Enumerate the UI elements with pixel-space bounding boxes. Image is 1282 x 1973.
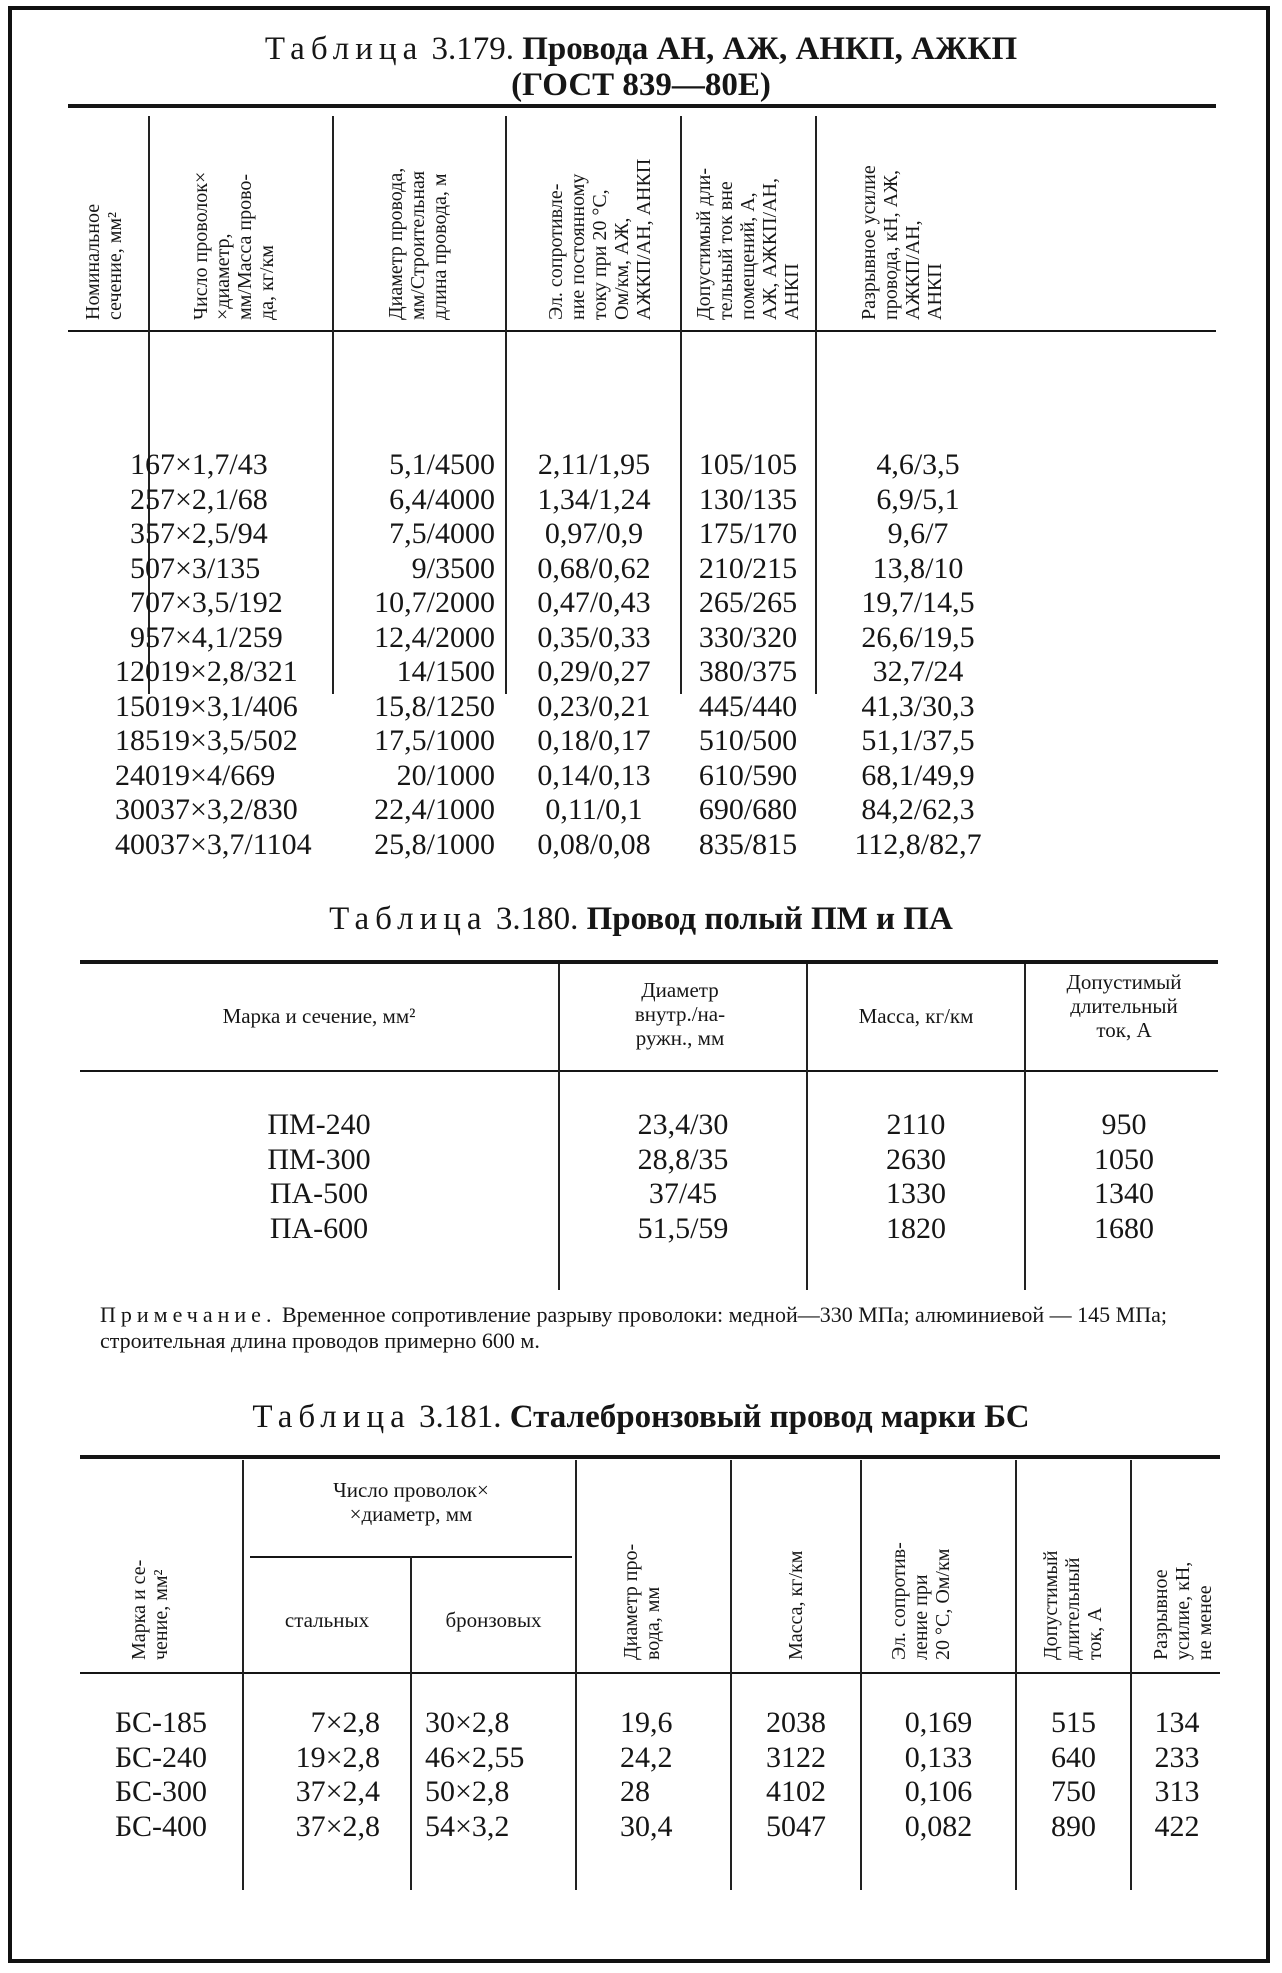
header-line: длина провода, м: [429, 173, 451, 320]
header-line: АЖ, АЖКП/АН,: [759, 178, 781, 320]
header-cell: [1040, 1551, 1106, 1660]
table-cell: 6,4/4000: [389, 482, 495, 516]
header-group-wires: [250, 1478, 572, 1526]
table-cell: 134: [1154, 1706, 1200, 1739]
table-cell: 10,7/2000: [374, 586, 495, 619]
header-line: Допустимый: [1040, 1550, 1062, 1660]
table-cell: 3122: [766, 1740, 826, 1774]
table-cell: 32,7/24: [872, 655, 964, 688]
table-cell: 7×3,5/192: [160, 586, 283, 619]
table-cell: 313: [1154, 1775, 1200, 1808]
table-cell: 2110: [886, 1108, 946, 1141]
table-cell: 9/3500: [411, 551, 495, 585]
table-title-line1: Провода АН, АЖ, АНКП, АЖКП: [522, 31, 1018, 67]
header-line: Марка и се-: [128, 1559, 150, 1660]
table-cell: 0,14/0,13: [537, 758, 651, 792]
table-cell: 0,169: [904, 1706, 973, 1739]
column-breaking: [1132, 1706, 1222, 1844]
table-cell: 240: [115, 758, 160, 792]
table-cell: 0,68/0,62: [537, 551, 651, 585]
table-cell: 95: [130, 620, 160, 654]
header-cell: [190, 172, 278, 320]
header-line: ×диаметр, мм: [349, 1502, 473, 1526]
table-cell: 19,7/14,5: [861, 586, 975, 619]
table-cell: 46×2,55: [425, 1740, 525, 1774]
table-cell: 750: [1051, 1775, 1096, 1808]
header-line: АНКП: [924, 263, 946, 320]
header-cell: Марка и сечение, мм²: [222, 1004, 416, 1028]
table-cell: 515: [1051, 1706, 1096, 1739]
table-cell: 37×3,7/1104: [160, 827, 312, 861]
table-cell: 1,34/1,24: [537, 482, 651, 516]
column-resistance: [862, 1706, 1015, 1844]
header-line: ×диаметр,: [212, 233, 234, 320]
header-line: Диаметр про-: [620, 1543, 642, 1660]
table-cell: 150: [115, 689, 160, 723]
table-cell: 7×2,8: [310, 1706, 380, 1739]
table-cell: 330/320: [698, 620, 798, 654]
header-line: Число проволок×: [190, 171, 212, 320]
table-cell: 0,106: [904, 1775, 973, 1808]
header-line: вода, мм: [642, 1586, 664, 1660]
table-cell: 185: [115, 724, 160, 757]
table-cell: 233: [1154, 1740, 1200, 1774]
header-cell-steel: стальных: [284, 1608, 370, 1632]
header-cell: [620, 1544, 664, 1660]
table-cell: 37×2,8: [295, 1809, 380, 1843]
table-cell: 5047: [766, 1809, 826, 1843]
header-cell: [545, 159, 655, 320]
header-cell: Масса, кг/км: [785, 1550, 807, 1660]
table-cell: 130/135: [698, 482, 798, 516]
header-line: Число проволок×: [333, 1478, 489, 1502]
table-cell: 26,6/19,5: [861, 620, 975, 654]
table-cell: 7×4,1/259: [160, 620, 283, 654]
table-cell: 7×2,1/68: [160, 482, 268, 516]
table-cell: 0,08/0,08: [537, 827, 651, 861]
header-cell: [128, 1560, 172, 1660]
table-cell: 610/590: [698, 758, 798, 792]
column-divider: [680, 116, 682, 694]
column-diameter-length: [335, 448, 495, 862]
header-cell: [385, 168, 451, 320]
table-cell: 0,47/0,43: [537, 586, 651, 619]
header-line: тельный ток вне: [715, 181, 737, 320]
header-line: мм/Масса прово-: [234, 173, 256, 320]
table-cell: 2630: [886, 1142, 946, 1176]
table-cell: 640: [1051, 1740, 1096, 1774]
table-cell: 0,29/0,27: [537, 655, 651, 688]
header-line: длительный: [1070, 994, 1178, 1018]
column-divider: [410, 1556, 412, 1890]
table-cell: 5,1/4500: [389, 448, 495, 481]
table-title: Сталебронзовый провод марки БС: [509, 1399, 1030, 1435]
table-cell: 37×2,4: [295, 1775, 380, 1808]
table-cell: 7×2,5/94: [160, 517, 268, 550]
header-line: ление при: [910, 1574, 932, 1660]
table-cell: ПА-500: [269, 1177, 369, 1210]
column-mass: [732, 1706, 860, 1844]
table-cell: 0,23/0,21: [537, 689, 651, 723]
table-prefix: Таблица: [252, 1399, 411, 1435]
table-cell: 30×2,8: [425, 1706, 510, 1739]
table-top-rule: [68, 104, 1216, 108]
table-cell: 12,4/2000: [374, 620, 495, 654]
table-cell: 2038: [766, 1706, 826, 1739]
table-cell: 0,97/0,9: [544, 517, 644, 550]
header-line: Диаметр: [641, 978, 719, 1002]
table-cell: 0,082: [904, 1809, 973, 1843]
table-cell: 41,3/30,3: [861, 689, 975, 723]
table-cell: 400: [115, 827, 160, 861]
table-cell: 690/680: [698, 793, 798, 826]
table-cell: 25,8/1000: [374, 827, 495, 861]
column-divider: [242, 1460, 244, 1890]
table-cell: 0,35/0,33: [537, 620, 651, 654]
column-nominal-section: [70, 448, 160, 862]
table-cell: 51,5/59: [637, 1211, 729, 1245]
table-cell: ПМ-300: [267, 1142, 371, 1176]
table-header-rule: [68, 330, 1216, 332]
table-cell: 1680: [1094, 1211, 1154, 1245]
column-current: [1026, 1108, 1222, 1246]
table-cell: 175/170: [698, 517, 798, 550]
table-cell: 19×2,8: [295, 1740, 380, 1774]
table-cell: 37/45: [648, 1177, 718, 1210]
table-cell: 445/440: [698, 689, 798, 723]
table-cell: 50: [130, 551, 160, 585]
column-wires-mass: [160, 448, 330, 862]
column-breaking-force: [818, 448, 1018, 862]
header-line: внутр./на-: [634, 1002, 726, 1026]
header-cell: [693, 168, 803, 320]
header-line: току при 20 °С,: [589, 189, 611, 320]
header-line: помещений, А,: [737, 192, 759, 320]
table-cell: 1050: [1094, 1142, 1154, 1176]
header-line: ние постоянному: [567, 173, 589, 320]
table-cell: 15,8/1250: [374, 689, 495, 723]
table-cell: 35: [130, 517, 160, 550]
table-cell: 0,18/0,17: [537, 724, 651, 757]
header-line: усилие, кН,: [1172, 1561, 1194, 1660]
table-cell: 7×3/135: [160, 551, 261, 585]
table-cell: 6,9/5,1: [876, 482, 960, 516]
table-cell: 17,5/1000: [374, 724, 495, 757]
table-cell: 23,4/30: [637, 1108, 729, 1141]
table-cell: 4102: [766, 1775, 826, 1808]
table-cell: 9,6/7: [887, 517, 949, 550]
column-resistance: [510, 448, 678, 862]
table-cell: 19×4/669: [160, 758, 276, 792]
header-cell: Масса, кг/км: [858, 1004, 974, 1028]
header-line: Разрывное: [1150, 1569, 1172, 1660]
header-line: чение, мм²: [150, 1569, 172, 1660]
table-cell: 13,8/10: [872, 551, 964, 585]
table-cell: 37×3,2/830: [160, 793, 298, 826]
column-current: [1017, 1706, 1130, 1844]
header-line: ток, А: [1096, 1018, 1152, 1042]
table-3-179-title: [0, 30, 1282, 68]
header-cell: [888, 1542, 954, 1660]
column-mark: [80, 1706, 242, 1844]
table-cell: 7×1,7/43: [160, 448, 268, 481]
table-cell: 265/265: [698, 586, 798, 619]
table-cell: 510/500: [698, 724, 798, 757]
column-divider: [505, 116, 507, 694]
header-cell: [1150, 1562, 1216, 1660]
table-cell: 7,5/4000: [389, 517, 495, 550]
header-line: длительный: [1062, 1557, 1084, 1660]
table-cell: 0,11/0,1: [545, 793, 643, 826]
table-note: [100, 1302, 1235, 1354]
table-cell: 1820: [886, 1211, 946, 1245]
column-bronze: [425, 1706, 575, 1844]
header-line: Эл. сопротив-: [888, 1542, 910, 1660]
table-number: 3.179.: [431, 31, 514, 67]
header-line: 20 °С, Ом/км: [932, 1548, 954, 1660]
header-line: Разрывное усилие: [858, 165, 880, 320]
table-cell: 24,2: [620, 1740, 673, 1774]
header-line: Номинальное: [82, 203, 104, 320]
table-cell: 210/215: [698, 551, 798, 585]
table-cell: 0,133: [904, 1740, 973, 1774]
header-cell: [858, 165, 946, 320]
table-cell: 51,1/37,5: [861, 724, 975, 757]
table-cell: 68,1/49,9: [861, 758, 975, 792]
table-cell: 112,8/82,7: [854, 827, 982, 861]
table-cell: 19×2,8/321: [160, 655, 298, 688]
table-cell: 19,6: [620, 1706, 673, 1739]
header-line: да, кг/км: [256, 245, 278, 320]
column-divider: [332, 116, 334, 694]
table-cell: 22,4/1000: [374, 793, 495, 826]
table-cell: 105/105: [698, 448, 798, 481]
header-line: АЖКП/АН, АНКП: [633, 158, 655, 320]
table-cell: 28,8/35: [637, 1142, 729, 1176]
header-line: АНКП: [781, 263, 803, 320]
header-line: Эл. сопротивле-: [545, 183, 567, 320]
column-diameter: [560, 1108, 806, 1246]
table-header-rule: [80, 1672, 1220, 1674]
note-label: Примечание.: [100, 1302, 277, 1327]
table-cell: 835/815: [698, 827, 798, 861]
table-cell: 120: [115, 655, 160, 688]
table-cell: 1340: [1094, 1177, 1154, 1210]
header-line: АЖКП/АН,: [902, 220, 924, 320]
note-text: Временное сопротивление разрыву проволоки: медной—330 МПа; алюминиевой — 145 МПа; строительная длина проводов примерно 600 м.: [100, 1302, 1167, 1353]
table-cell: 1330: [886, 1177, 946, 1210]
header-line: сечение, мм²: [104, 211, 126, 320]
table-cell: 422: [1154, 1809, 1200, 1843]
table-cell: 380/375: [698, 655, 798, 688]
header-cell: [82, 204, 126, 320]
table-3-179-subtitle: (ГОСТ 839—80Е): [511, 67, 771, 103]
table-prefix: Таблица: [329, 901, 488, 937]
table-prefix: Таблица: [264, 31, 424, 67]
header-line: Диаметр провода,: [385, 167, 407, 320]
header-line: не менее: [1194, 1585, 1216, 1660]
table-cell: ПМ-240: [267, 1108, 371, 1141]
table-cell: 2,11/1,95: [537, 448, 651, 481]
header-line: Допустимый: [1066, 970, 1182, 994]
table-cell: БС-240: [114, 1740, 208, 1774]
header-line: ружн., мм: [635, 1026, 725, 1050]
header-cell: [580, 978, 780, 1050]
table-cell: 20/1000: [396, 758, 495, 792]
header-line: мм/Строительная: [407, 170, 429, 320]
column-mass: [808, 1108, 1024, 1246]
column-current: [683, 448, 813, 862]
table-cell: 950: [1101, 1108, 1147, 1141]
header-cell: [1026, 970, 1222, 1042]
table-cell: 50×2,8: [425, 1775, 510, 1808]
table-cell: 28: [620, 1775, 650, 1808]
table-3-181-title: [0, 1398, 1282, 1436]
column-divider: [815, 116, 817, 694]
table-cell: 14/1500: [396, 655, 495, 688]
table-header-rule: [80, 1070, 1218, 1072]
table-top-rule: [80, 1455, 1220, 1459]
table-cell: БС-300: [114, 1775, 208, 1808]
column-divider: [575, 1460, 577, 1890]
table-cell: 890: [1051, 1809, 1096, 1843]
table-number: 3.180.: [495, 901, 579, 937]
table-title: Провод полый ПМ и ПА: [586, 901, 953, 937]
table-top-rule: [80, 960, 1218, 964]
table-cell: 70: [130, 586, 160, 619]
table-cell: 30,4: [620, 1809, 673, 1843]
table-cell: 16: [130, 448, 160, 481]
header-line: провода, кН, АЖ,: [880, 169, 902, 320]
header-line: Допустимый дли-: [693, 168, 715, 320]
table-cell: 19×3,5/502: [160, 724, 298, 757]
table-3-180-title: [0, 900, 1282, 938]
header-line: ток, А: [1084, 1607, 1106, 1660]
column-steel: [250, 1706, 380, 1844]
column-mark: [80, 1108, 558, 1246]
header-line: Ом/км, АЖ,: [611, 217, 633, 320]
table-cell: 54×3,2: [425, 1809, 510, 1843]
column-diameter: [620, 1706, 730, 1844]
table-cell: 19×3,1/406: [160, 689, 298, 723]
table-cell: БС-400: [114, 1809, 208, 1843]
table-cell: 300: [115, 793, 160, 826]
table-number: 3.181.: [419, 1399, 502, 1435]
header-cell-bronze: бронзовых: [445, 1608, 542, 1632]
table-cell: БС-185: [114, 1706, 208, 1739]
table-cell: 4,6/3,5: [876, 448, 960, 481]
table-cell: 84,2/62,3: [861, 793, 975, 826]
table-cell: 25: [130, 482, 160, 516]
table-cell: ПА-600: [269, 1211, 369, 1245]
